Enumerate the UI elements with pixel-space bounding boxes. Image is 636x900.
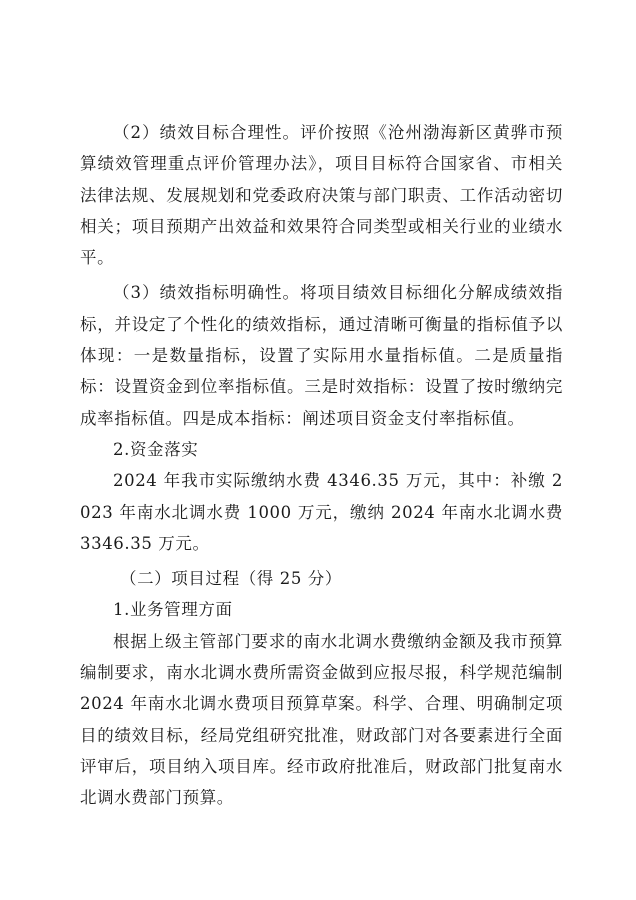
- paragraph-goal-rationality: （2）绩效目标合理性。评价按照《沧州渤海新区黄骅市预算绩效管理重点评价管理办法》，项目目标符合国家省、市相关法律法规、发展规划和党委政府决策与部门职责、工作活动密切相关；项目预期产出效益和效果符合同类型或相关行业的业绩水平。: [80, 123, 563, 268]
- document-body: [80, 117, 563, 814]
- heading-funding: 2.资金落实: [113, 439, 199, 459]
- paragraph-funding-detail: 2024 年我市实际缴纳水费 4346.35 万元，其中：补缴 2023 年南水北调水费 1000 万元，缴纳 2024 年南水北调水费 3346.35 万元。: [80, 471, 563, 553]
- heading-project-process: （二）项目过程（得 25 分）: [120, 569, 342, 589]
- paragraph-business-detail: 根据上级主管部门要求的南水北调水费缴纳金额及我市预算编制要求，南水北调水费所需资金做到应报尽报，科学规范编制 2024 年南水北调水费项目预算草案。科学、合理、明确制定项目的绩效目标，经局党组研究批准，财政部门对各要素进行全面评审后，项目纳入项目库。经市政府批准后，财政部门批复南水北调水费部门预算。: [80, 631, 563, 808]
- heading-business-management: 1.业务管理方面: [113, 600, 233, 620]
- paragraph-indicator-clarity: （3）绩效指标明确性。将项目绩效目标细化分解成绩效指标，并设定了个性化的绩效指标，通过清晰可衡量的指标值予以体现：一是数量指标，设置了实际用水量指标值。二是质量指标：设置资金到位率指标值。三是时效指标：设置了按时缴纳完成率指标值。四是成本指标：阐述项目资金支付率指标值。: [80, 283, 563, 428]
